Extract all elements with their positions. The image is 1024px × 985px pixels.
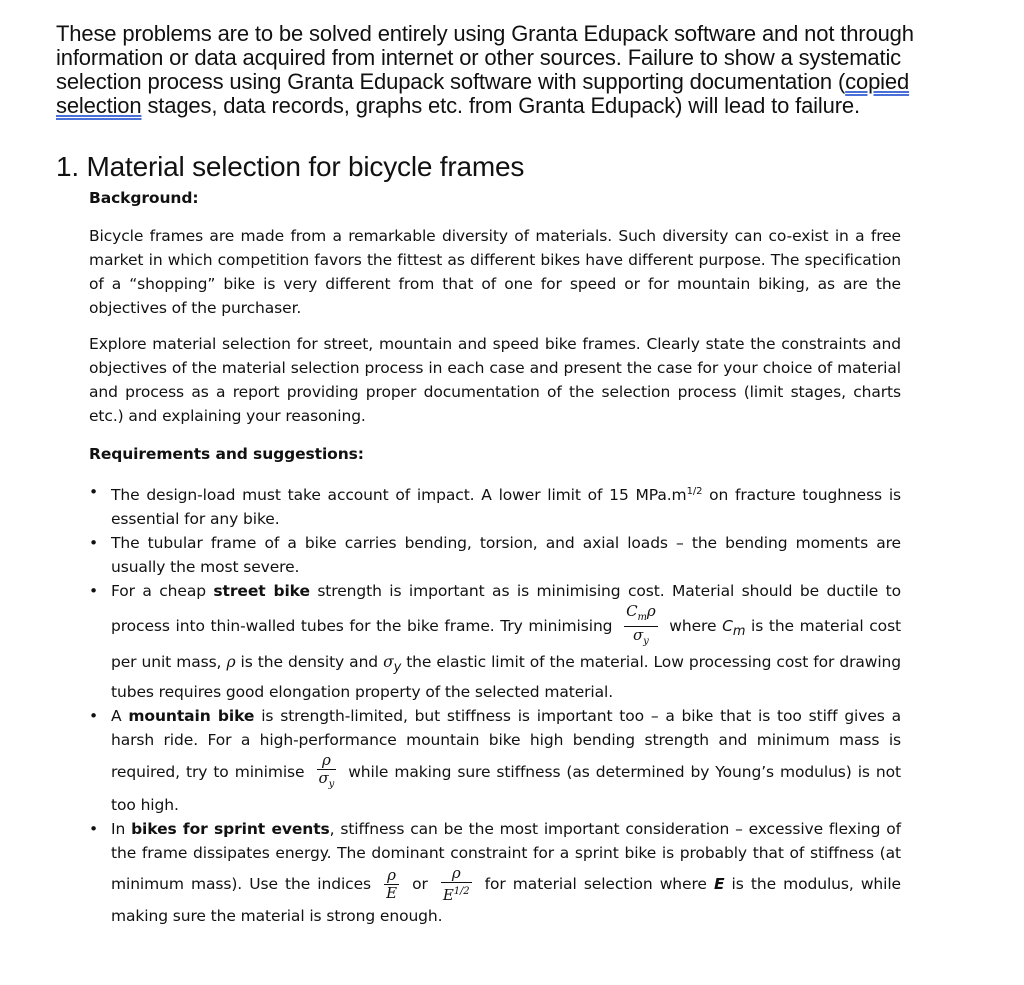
requirements-heading: Requirements and suggestions:	[89, 445, 364, 463]
intro-underlined-copied: copied	[845, 69, 910, 94]
intro-underlined-selection: selection	[56, 93, 142, 118]
list-item: • For a cheap street bike strength is important as is minimising cost. Material should be ductile to process into thin-walled tubes for the bike frame. Try minimising $\frac{C_m\rho}{\sigma_y}$ where $C_m$ is the material cost per unit mass, ρ is the density and $\sigma_y$ the elastic limit of the material. Low processing cost for drawing tubes requires good elongation property of the selected material.	[89, 579, 901, 704]
stiffness-index-fraction-2: $\frac{\rho}{E^{1/2}}$	[442, 864, 470, 905]
intro-paragraph	[56, 22, 986, 118]
intro-text-2: stages, data records, graphs etc. from Granta Edupack) will lead to failure.	[141, 93, 860, 118]
section-title: 1. Material selection for bicycle frames	[56, 151, 525, 182]
list-item: • The tubular frame of a bike carries bending, torsion, and axial loads – the bending moments are usually the most severe.	[89, 531, 901, 579]
intro-text-1: These problems are to be solved entirely using Granta Edupack software and not through information or data acquired from internet or other sources. Failure to show a systematic selection process using Granta Edupack software with supporting documentation (	[56, 21, 914, 94]
list-item: • A mountain bike is strength-limited, but stiffness is important too – a bike that is too stiff gives a harsh ride. For a high-performance mountain bike high bending strength and minimum mass is required, try to minimise $\frac{\rho}{\sigma_y}$ while making sure stiffness (as determined by Young’s modulus) is not too high.	[89, 704, 901, 817]
strength-index-fraction: $\frac{\rho}{\sigma_y}$	[318, 751, 335, 791]
background-heading: Background:	[89, 189, 199, 207]
background-paragraph-2: Explore material selection for street, mountain and speed bike frames. Clearly state the constraints and objectives of the material selection process in each case and present the case for your choice of material and process as a report providing proper documentation of the selection process (limit stages, charts etc.) and explaining your reasoning.	[89, 335, 901, 425]
list-item: • In bikes for sprint events, stiffness can be the most important consideration – excessive flexing of the frame dissipates energy. The dominant constraint for a sprint bike is probably that of stiffness (at minimum mass). Use the indices $\frac{\rho}{E}$ or $\frac{\rho}{E^{1/2}}$ for material selection where E is the modulus, while making sure the material is strong enough.	[89, 817, 901, 928]
requirements-list	[89, 480, 901, 928]
section-body	[89, 186, 901, 928]
stiffness-index-fraction-1: $\frac{\rho}{E}$	[386, 866, 397, 903]
list-item: • The design-load must take account of impact. A lower limit of 15 $MPa.m^{1/2}$ on fracture toughness is essential for any bike.	[89, 480, 901, 531]
background-paragraph-1: Bicycle frames are made from a remarkable diversity of materials. Such diversity can co-exist in a free market in which competition favors the fittest as different bikes have different purpose. The specification of a “shopping” bike is very different from that of one for speed or for mountain biking, as are the objectives of the purchaser.	[89, 227, 901, 317]
cost-index-fraction: $\frac{C_m\rho}{\sigma_y}$	[626, 602, 656, 648]
